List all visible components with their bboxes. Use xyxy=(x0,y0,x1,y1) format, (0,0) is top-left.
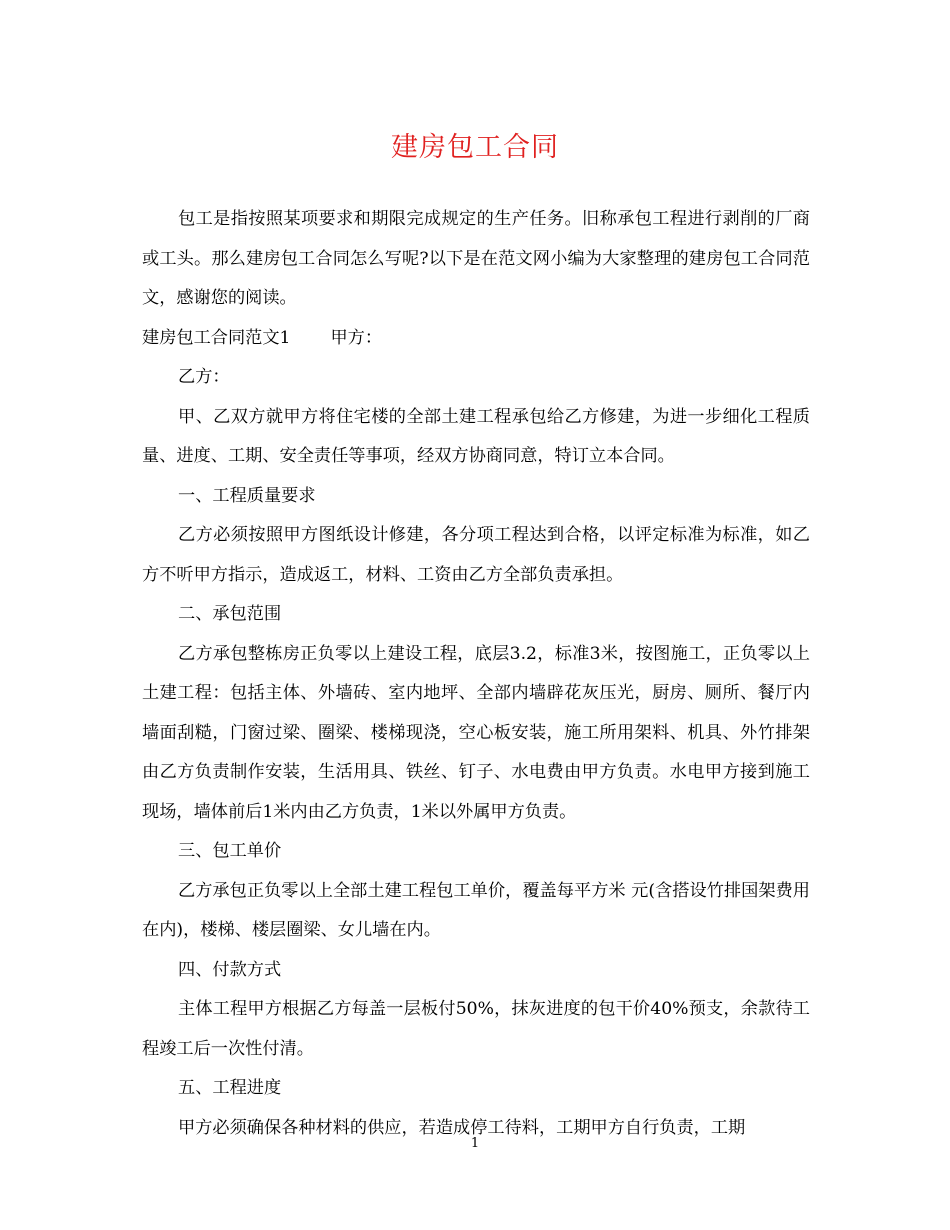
intro-paragraph: 包工是指按照某项要求和期限完成规定的生产任务。旧称承包工程进行剥削的厂商或工头。那么建房包工合同怎么写呢?以下是在范文网小编为大家整理的建房包工合同范文，感谢您的阅读。 xyxy=(142,209,810,308)
document-title: 建房包工合同 xyxy=(391,132,559,163)
section-text-payment: 主体工程甲方根据乙方每盖一层板付50%，抹灰进度的包干价40%预支，余款待工程竣工后一次性付清。 xyxy=(142,999,810,1059)
party-b-label: 乙方： xyxy=(178,367,230,387)
section-text-scope: 乙方承包整栋房正负零以上建设工程，底层3.2，标准3米，按图施工，正负零以上土建工程：包括主体、外墙砖、室内地坪、全部内墙辟花灰压光，厨房、厕所、餐厅内墙面刮糙，门窗过梁、圈梁、楼梯现浇，空心板安装，施工所用架料、机具、外竹排架由乙方负责制作安装，生活用具、铁丝、钉子、水电费由甲方负责。水电甲方接到施工现场，墙体前后1米内由乙方负责，1米以外属甲方负责。 xyxy=(142,643,810,822)
party-a-label: 甲方： xyxy=(330,327,383,348)
section-text-quality: 乙方必须按照甲方图纸设计修建，各分项工程达到合格，以评定标准为标准，如乙方不听甲方指示，造成返工，材料、工资由乙方全部负责承担。 xyxy=(142,525,810,585)
section-heading-payment: 四、付款方式 xyxy=(178,959,282,980)
sample-party-line xyxy=(142,319,810,359)
section-heading-progress: 五、工程进度 xyxy=(178,1078,282,1098)
section-heading-scope: 二、承包范围 xyxy=(178,604,282,624)
section-text-progress: 甲方必须确保各种材料的供应，若造成停工待料，工期甲方自行负责，工期 xyxy=(178,1117,746,1138)
sample-label: 建房包工合同范文1 xyxy=(142,327,291,348)
section-text-price: 乙方承包正负零以上全部土建工程包工单价，覆盖每平方米 元(含搭设竹排国架费用在内)，楼梯、楼层圈梁、女儿墙在内。 xyxy=(142,880,810,940)
section-heading-price: 三、包工单价 xyxy=(178,841,282,861)
preamble-paragraph: 甲、乙双方就甲方将住宅楼的全部土建工程承包给乙方修建，为进一步细化工程质量、进度、工期、安全责任等事项，经双方协商同意，特订立本合同。 xyxy=(142,406,810,466)
document-body xyxy=(142,200,810,1148)
page-number: 1 xyxy=(470,1136,480,1151)
section-heading-quality: 一、工程质量要求 xyxy=(178,485,316,506)
